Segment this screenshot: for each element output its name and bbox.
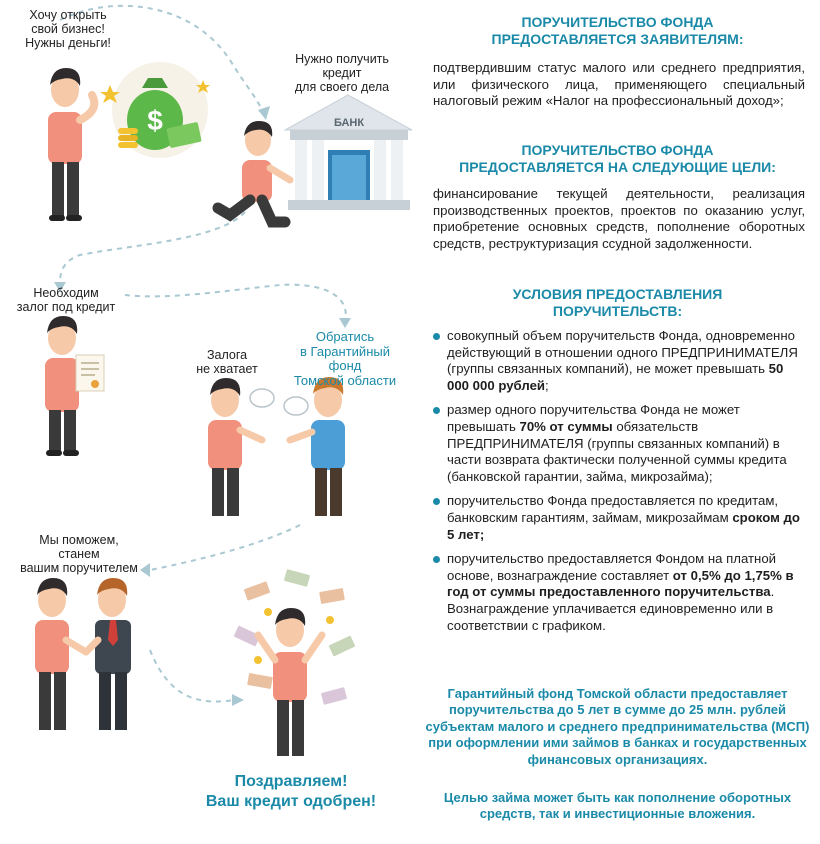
speech-bubble-icon xyxy=(250,389,308,415)
conditions-list xyxy=(433,328,808,642)
arrow-to-help xyxy=(150,525,300,570)
document-icon xyxy=(76,355,104,391)
bullet-icon xyxy=(433,498,440,505)
note-loan-purpose: Целью займа может быть как пополнение оборотных средств, так и инвестиционные вложения. xyxy=(443,790,792,822)
arrow-to-collateral xyxy=(60,212,245,282)
bullet-bold: от 0,5% до 1,75% в год от суммы предоставленного поручительства xyxy=(447,567,794,600)
text-purposes: финансирование текущей деятельности, реализация производственных проектов, проектов по оказанию услуг, приобретение основных средств, пополнение оборотных средств, реструктуризация ссудной задолженности. xyxy=(433,186,805,251)
bullet-text: поручительство Фонда предоставляется по кредитам, банковским гарантиям, займам, микрозаймам xyxy=(447,493,779,525)
list-item xyxy=(433,551,808,634)
svg-text:$: $ xyxy=(147,105,163,136)
bullet-text: размер одного поручительства Фонда не может превышать xyxy=(447,402,740,434)
bullet-bold: 50 000 000 рублей xyxy=(447,361,784,393)
person-wants-business xyxy=(48,68,94,221)
caption-not-enough: Залога не хватает xyxy=(196,348,258,376)
money-bag-icon xyxy=(100,62,210,158)
caption-we-help: Мы поможем, станем вашим поручителем xyxy=(20,533,138,575)
list-item xyxy=(433,328,808,394)
person-needs-collateral xyxy=(45,316,79,456)
caption-need-credit: Нужно получить кредит для своего дела xyxy=(294,52,390,94)
list-item xyxy=(433,493,808,543)
bullet-text: поручительство предоставляется Фондом на платной основе, вознаграждение составляет xyxy=(447,551,777,583)
bullet-bold: 70% от суммы xyxy=(519,418,613,434)
caption-contact-fund: Обратись в Гарантийный фонд Томской области xyxy=(293,329,397,388)
heading-applicants: ПОРУЧИТЕЛЬСТВО ФОНДА ПРЕДОСТАВЛЯЕТСЯ ЗАЯВИТЕЛЯМ: xyxy=(491,14,744,47)
list-item xyxy=(433,402,808,485)
bullet-tail: ; xyxy=(545,377,549,393)
congrats-message: Поздравляем! Ваш кредит одобрен! xyxy=(205,773,377,810)
arrow-to-approved xyxy=(150,650,235,702)
info-column xyxy=(425,0,810,844)
person-guarantor-handshake xyxy=(86,578,131,730)
bullet-icon xyxy=(433,407,440,414)
arrow-to-fund xyxy=(125,285,346,320)
heading-conditions: УСЛОВИЯ ПРЕДОСТАВЛЕНИЯ ПОРУЧИТЕЛЬСТВ: xyxy=(512,286,723,319)
bullet-icon xyxy=(433,333,440,340)
caption-want-business: Хочу открыть свой бизнес! Нужны деньги! xyxy=(25,8,111,50)
bullet-icon xyxy=(433,556,440,563)
bank-sign: БАНК xyxy=(333,117,365,129)
caption-need-collateral: Необходим залог под кредит xyxy=(16,286,116,314)
bullet-tail: . Вознаграждение уплачивается единовременно или в соответствии с графиком. xyxy=(447,584,775,633)
note-fund-summary: Гарантийный фонд Томской области предоставляет поручительства до 5 лет в сумме до 25 млн. рублей субъектам малого и среднего предпринимательства (МСП) при оформлении ими займов в банках и государственных финансовых организациях. xyxy=(425,686,810,767)
bullet-bold: сроком до 5 лет; xyxy=(447,509,800,542)
heading-purposes: ПОРУЧИТЕЛЬСТВО ФОНДА ПРЕДОСТАВЛЯЕТСЯ НА СЛЕДУЮЩИЕ ЦЕЛИ: xyxy=(459,142,776,175)
bank-building-icon xyxy=(285,95,412,210)
bullet-text: совокупный объем поручительств Фонда, одновременно действующий в отношении одного ПРЕДПРИНИМАТЕЛЯ (группы связанных компаний), не может превышать xyxy=(447,328,798,377)
person-running xyxy=(218,121,290,222)
bullet-tail: обязательств ПРЕДПРИНИМАТЕЛЯ (группы связанных компаний) в части возврата фактически полученной суммы кредита (банковской гарантии, займа, микрозайма); xyxy=(447,418,787,484)
text-applicants: подтвердившим статус малого или среднего предприятия, или физического лица, применяющего специальный налоговый режим «Налог на профессиональный доход»; xyxy=(433,60,805,109)
person-client-handshake xyxy=(35,578,86,730)
